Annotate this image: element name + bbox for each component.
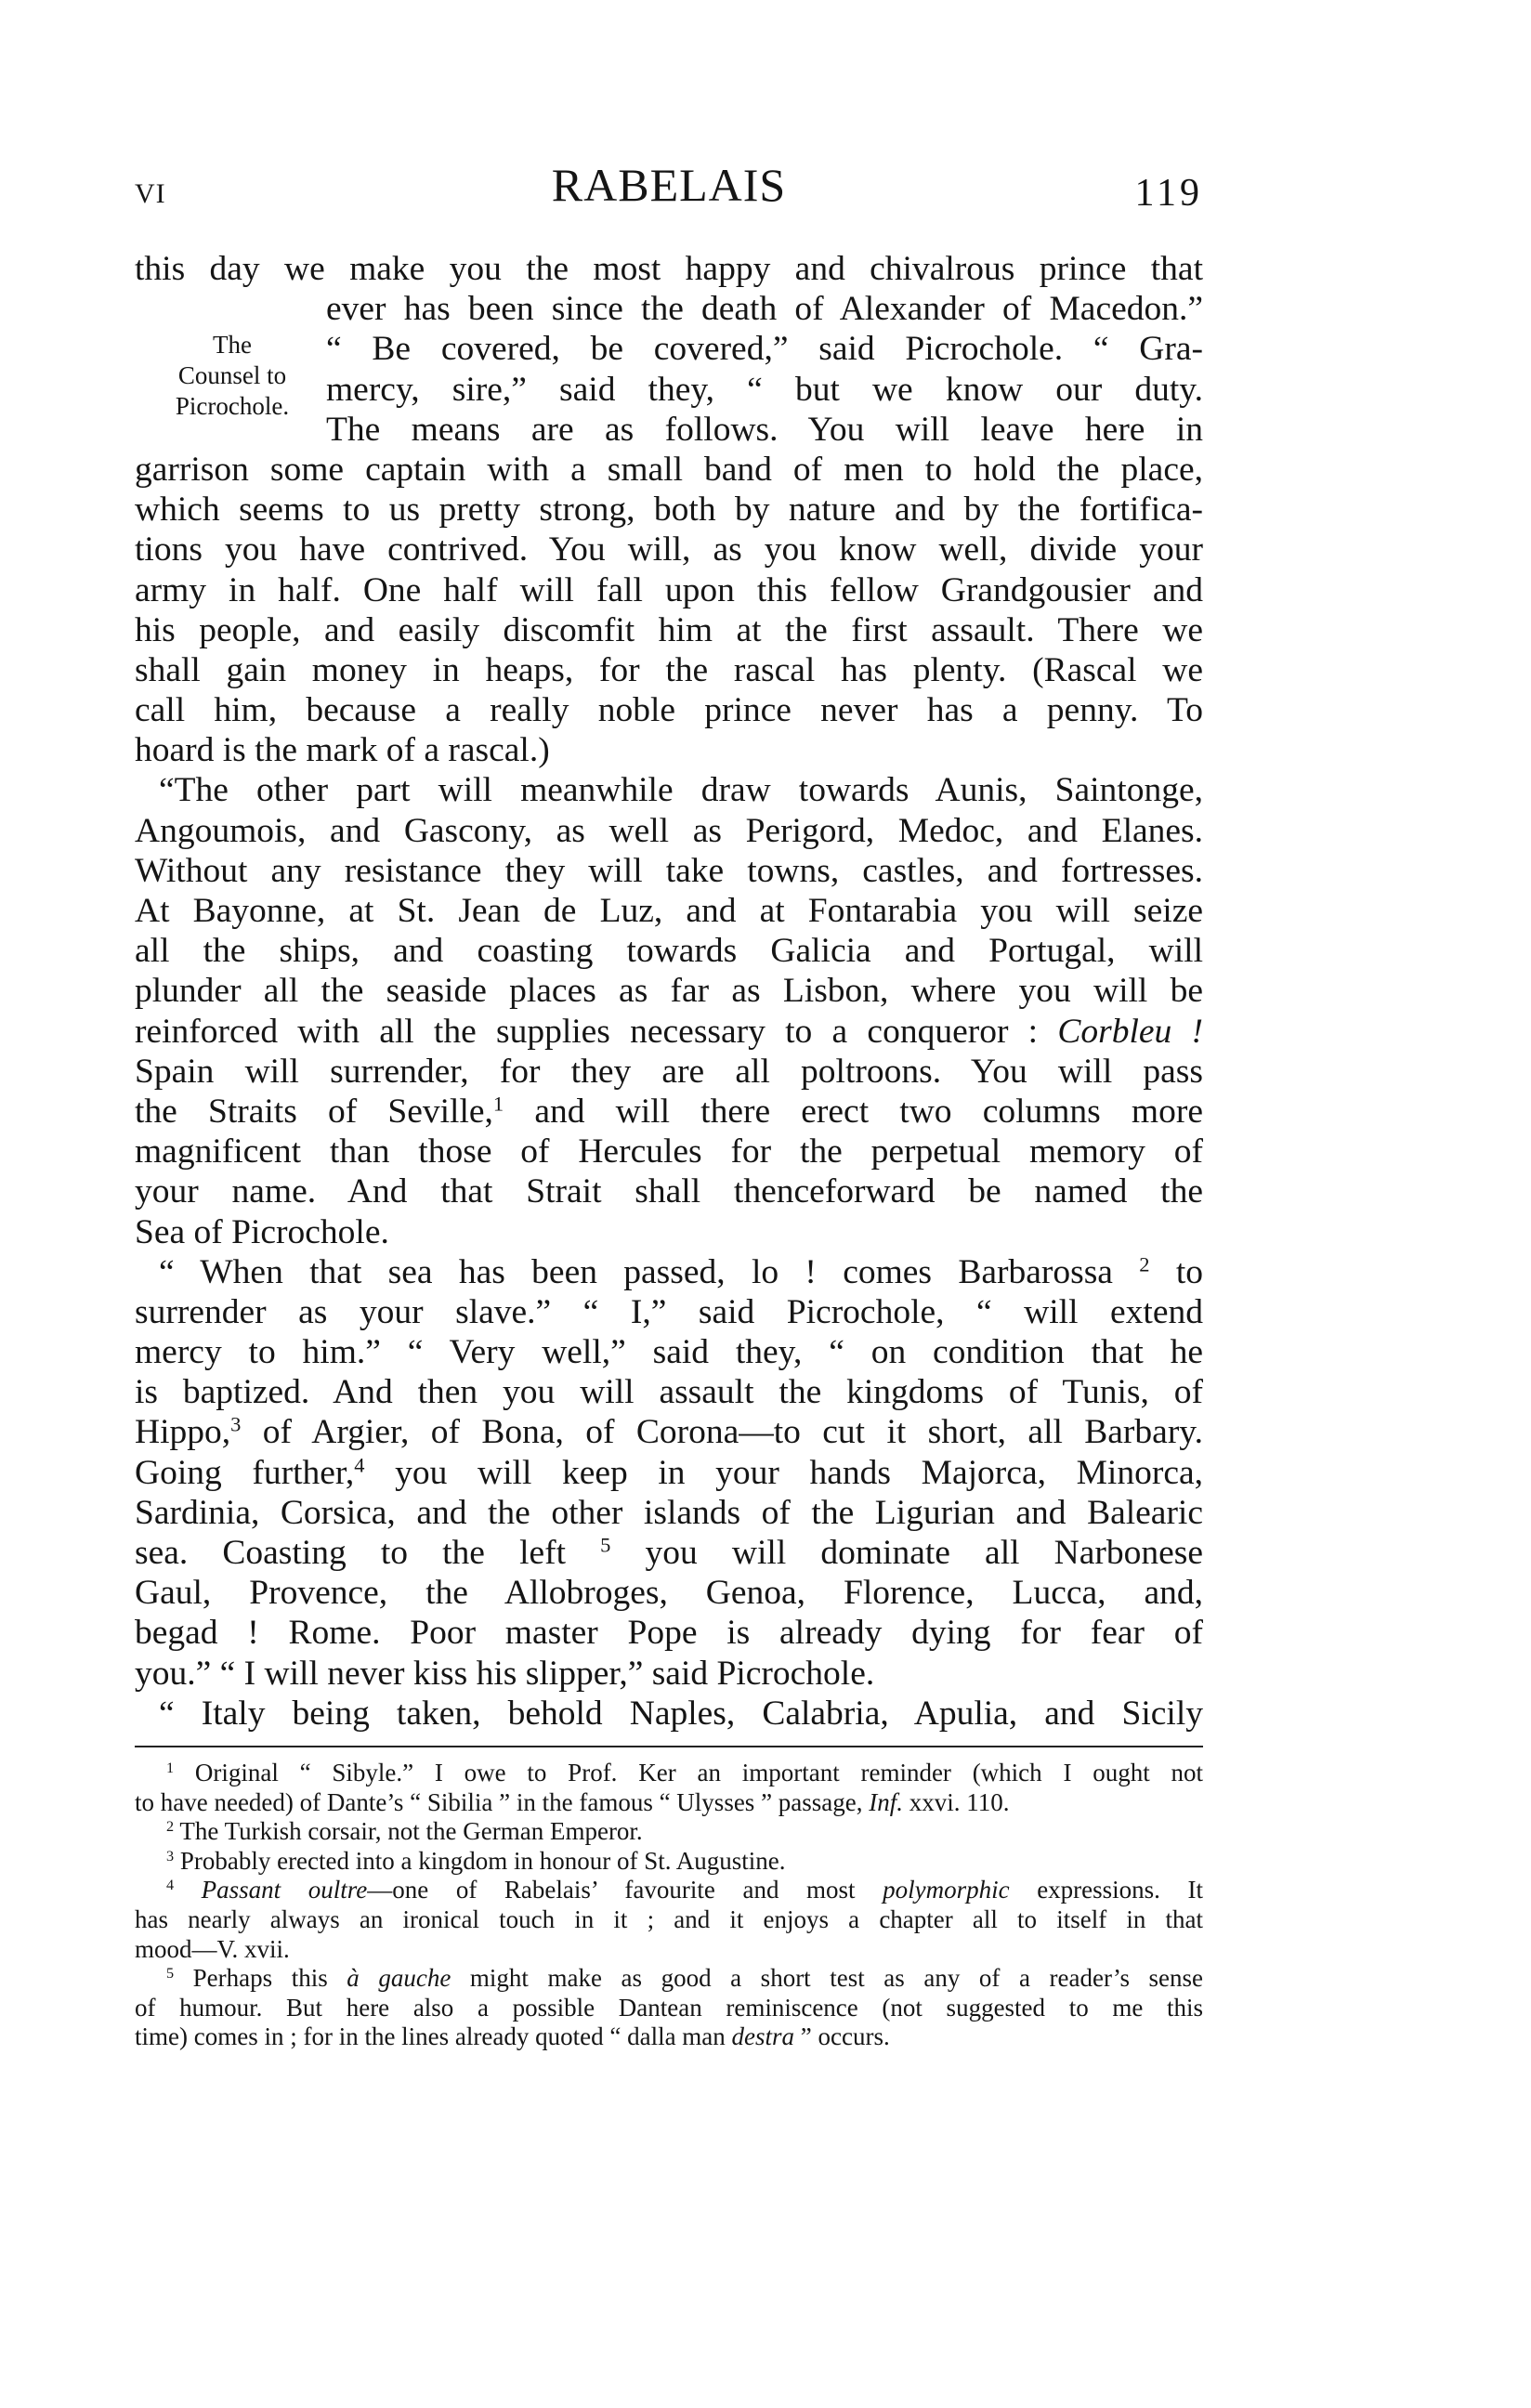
text-run: you.” “ I will never kiss his slipper,” said Picrochole. <box>135 1654 875 1693</box>
text-line <box>135 931 1203 971</box>
text-run: Without any resistance they will take towns, castles, and fortresses. <box>135 851 1203 890</box>
paragraph <box>135 770 1203 1251</box>
text-line <box>135 1876 1203 1905</box>
text-run: of humour. But here also a possible Dantean reminiscence (not suggested to me this <box>135 1993 1203 2022</box>
text-line <box>135 1212 1203 1252</box>
text-line <box>135 1935 1203 1965</box>
footnote <box>135 1759 1203 1817</box>
text-line <box>135 971 1203 1011</box>
footnote-ref: 5 <box>600 1533 611 1557</box>
text-run: Sea of Picrochole. <box>135 1212 389 1251</box>
footnote <box>135 1817 1203 1847</box>
paragraph <box>135 1694 1203 1734</box>
text-line <box>135 1453 1203 1493</box>
text-run: At Bayonne, at St. Jean de Luz, and at Fontarabia you will seize <box>135 892 1203 930</box>
footnotes <box>135 1759 1203 2052</box>
running-header <box>135 158 1203 223</box>
text-run: shall gain money in heaps, for the rascal has plenty. (Rascal we <box>135 650 1203 689</box>
text-line <box>135 1905 1203 1935</box>
text-line <box>135 410 1203 450</box>
text-run: of Argier, of Bona, of Corona—to cut it short, all Barbary. <box>241 1413 1203 1452</box>
text-run: has nearly always an ironical touch in it ; and it enjoys a chapter all to itself in that <box>135 1904 1203 1933</box>
italic-text: polymorphic <box>883 1876 1010 1904</box>
text-line <box>135 249 1203 289</box>
text-line <box>135 1412 1203 1452</box>
text-run: call him, because a really noble prince never has a penny. To <box>135 691 1203 730</box>
text-run: all the ships, and coasting towards Galicia and Portugal, will <box>135 932 1203 971</box>
footnote-ref: 3 <box>166 1847 175 1865</box>
text-run: “ Be covered, be covered,” said Picrochole. “ Gra- <box>326 330 1203 369</box>
text-run: begad ! Rome. Poor master Pope is already dying for fear of <box>135 1614 1203 1653</box>
text-run: sea. Coasting to the left <box>135 1534 601 1572</box>
text-run: mercy, sire,” said they, “ but we know our duty. <box>326 370 1203 409</box>
text-run: you will dominate all Narbonese <box>610 1534 1203 1572</box>
text-line <box>135 450 1203 490</box>
text-run: to have needed) of Dante’s “ Sibilia ” in the famous “ Ulysses ” passage, <box>135 1787 870 1816</box>
italic-text: à gauche <box>347 1964 451 1993</box>
margin-note-line: Picrochole. <box>175 392 290 420</box>
footnote-rule <box>135 1746 1203 1747</box>
text-run: mood—V. xvii. <box>135 1934 290 1963</box>
text-line <box>135 1052 1203 1092</box>
text-run: “ Italy being taken, behold Naples, Calabria, Apulia, and Sicily <box>159 1694 1203 1733</box>
page-number: 119 <box>1134 172 1203 215</box>
text-line <box>135 650 1203 690</box>
text-run: the Straits of Seville, <box>135 1092 493 1131</box>
text-line <box>135 730 1203 770</box>
text-run: surrender as your slave.” “ I,” said Picrochole, “ will extend <box>135 1292 1203 1331</box>
text-run: Gaul, Provence, the Allobroges, Genoa, Florence, Lucca, and, <box>135 1574 1203 1613</box>
text-run: Probably erected into a kingdom in honour of St. Augustine. <box>174 1846 786 1875</box>
footnote-ref: 4 <box>354 1453 365 1477</box>
italic-text: Inf. <box>869 1787 904 1816</box>
text-run: might make as good a short test as any of a reader’s sense <box>451 1964 1204 1993</box>
text-line <box>135 1817 1203 1847</box>
text-run: Going further, <box>135 1453 355 1492</box>
paragraph <box>135 1252 1203 1694</box>
text-line <box>135 770 1203 810</box>
text-line <box>135 1847 1203 1877</box>
footnote-ref: 3 <box>230 1413 242 1437</box>
text-line <box>135 1788 1203 1818</box>
text-line <box>135 1994 1203 2023</box>
text-line <box>135 370 1203 410</box>
text-line <box>135 1533 1203 1573</box>
text-line <box>135 530 1203 569</box>
text-run: your name. And that Strait shall thenceforward be named the <box>135 1172 1203 1211</box>
text-run: Original “ Sibyle.” I owe to Prof. Ker an important reminder (which I ought not <box>174 1759 1203 1786</box>
text-line <box>135 1372 1203 1412</box>
text-run: is baptized. And then you will assault the kingdoms of Tunis, of <box>135 1373 1203 1412</box>
italic-text: destra <box>731 2022 795 2051</box>
footnote-ref: 1 <box>492 1092 504 1116</box>
text-line <box>135 690 1203 730</box>
footnote <box>135 1964 1203 2052</box>
text-line <box>135 1012 1203 1052</box>
text-run: “ When that sea has been passed, lo ! comes Barbarossa <box>159 1252 1140 1291</box>
text-line <box>135 1573 1203 1613</box>
text-run: to <box>1149 1252 1203 1291</box>
text-line <box>135 329 1203 369</box>
text-run: time) comes in ; for in the lines already quoted “ dalla man <box>135 2022 732 2051</box>
text-line <box>135 1964 1203 1994</box>
text-line <box>135 811 1203 851</box>
text-line <box>135 851 1203 891</box>
text-line <box>135 1132 1203 1171</box>
footnote-ref: 2 <box>166 1818 175 1836</box>
text-line <box>135 891 1203 931</box>
margin-note-line: Counsel to <box>177 361 287 389</box>
text-run: this day we make you the most happy and chivalrous prince that <box>135 250 1203 288</box>
footnote-ref: 1 <box>166 1760 175 1777</box>
text-line <box>135 1654 1203 1694</box>
text-line <box>135 1332 1203 1372</box>
text-run: Spain will surrender, for they are all poltroons. You will pass <box>135 1052 1203 1091</box>
text-line <box>135 2022 1203 2052</box>
text-line <box>135 610 1203 650</box>
text-line <box>135 1171 1203 1211</box>
text-run: The means are as follows. You will leave here in <box>326 410 1203 449</box>
text-run <box>174 1876 202 1904</box>
footnote <box>135 1847 1203 1877</box>
italic-text: Passant oultre <box>201 1876 368 1904</box>
text-line <box>135 1613 1203 1653</box>
text-run: ever has been since the death of Alexander of Macedon.” <box>326 290 1203 329</box>
footnote-ref: 5 <box>166 1965 175 1983</box>
text-line <box>135 1493 1203 1533</box>
text-run: —one of Rabelais’ favourite and most <box>367 1876 883 1904</box>
text-line <box>135 570 1203 610</box>
footnote-ref: 4 <box>166 1877 175 1894</box>
text-run: tions you have contrived. You will, as you know well, divide your <box>135 530 1203 569</box>
footnote <box>135 1876 1203 1964</box>
text-run: mercy to him.” “ Very well,” said they, “ on condition that he <box>135 1333 1203 1372</box>
text-run: which seems to us pretty strong, both by nature and by the fortifica- <box>135 491 1203 530</box>
text-line <box>135 1694 1203 1734</box>
text-line <box>135 289 1203 329</box>
text-line <box>135 1092 1203 1132</box>
text-line <box>135 1759 1203 1788</box>
footnote-ref: 2 <box>1139 1252 1150 1276</box>
running-title: RABELAIS <box>551 159 787 211</box>
text-run: you will keep in your hands Majorca, Minorca, <box>364 1453 1203 1492</box>
text-run: The Turkish corsair, not the German Emperor. <box>174 1817 643 1846</box>
margin-note-line: The <box>213 331 252 359</box>
text-run: Sardinia, Corsica, and the other islands of the Ligurian and Balearic <box>135 1493 1203 1532</box>
text-run: ” occurs. <box>794 2022 890 2051</box>
text-run: Perhaps this <box>174 1964 347 1993</box>
text-run: expressions. It <box>1009 1876 1203 1904</box>
text-run: “The other part will meanwhile draw towards Aunis, Saintonge, <box>159 771 1203 810</box>
text-run: reinforced with all the supplies necessary to a conqueror : <box>135 1012 1058 1051</box>
text-run: Hippo, <box>135 1413 231 1452</box>
italic-text: Corbleu ! <box>1057 1012 1203 1051</box>
text-run: garrison some captain with a small band of men to hold the place, <box>135 450 1203 489</box>
text-run: his people, and easily discomfit him at the first assault. There we <box>135 610 1203 649</box>
text-run: xxvi. 110. <box>903 1787 1010 1816</box>
text-run: and will there erect two columns more <box>504 1092 1203 1131</box>
section-number: VI <box>135 178 166 209</box>
text-line <box>135 1252 1203 1292</box>
text-line <box>135 490 1203 530</box>
text-run: army in half. One half will fall upon this fellow Grandgousier and <box>135 570 1203 609</box>
text-line <box>135 1292 1203 1332</box>
body-text <box>135 249 1203 1734</box>
text-run: hoard is the mark of a rascal.) <box>135 731 550 770</box>
text-run: Angoumois, and Gascony, as well as Perigord, Medoc, and Elanes. <box>135 811 1203 850</box>
text-run: magnificent than those of Hercules for the perpetual memory of <box>135 1132 1203 1171</box>
paragraph <box>135 249 1203 770</box>
text-run: plunder all the seaside places as far as Lisbon, where you will be <box>135 972 1203 1011</box>
